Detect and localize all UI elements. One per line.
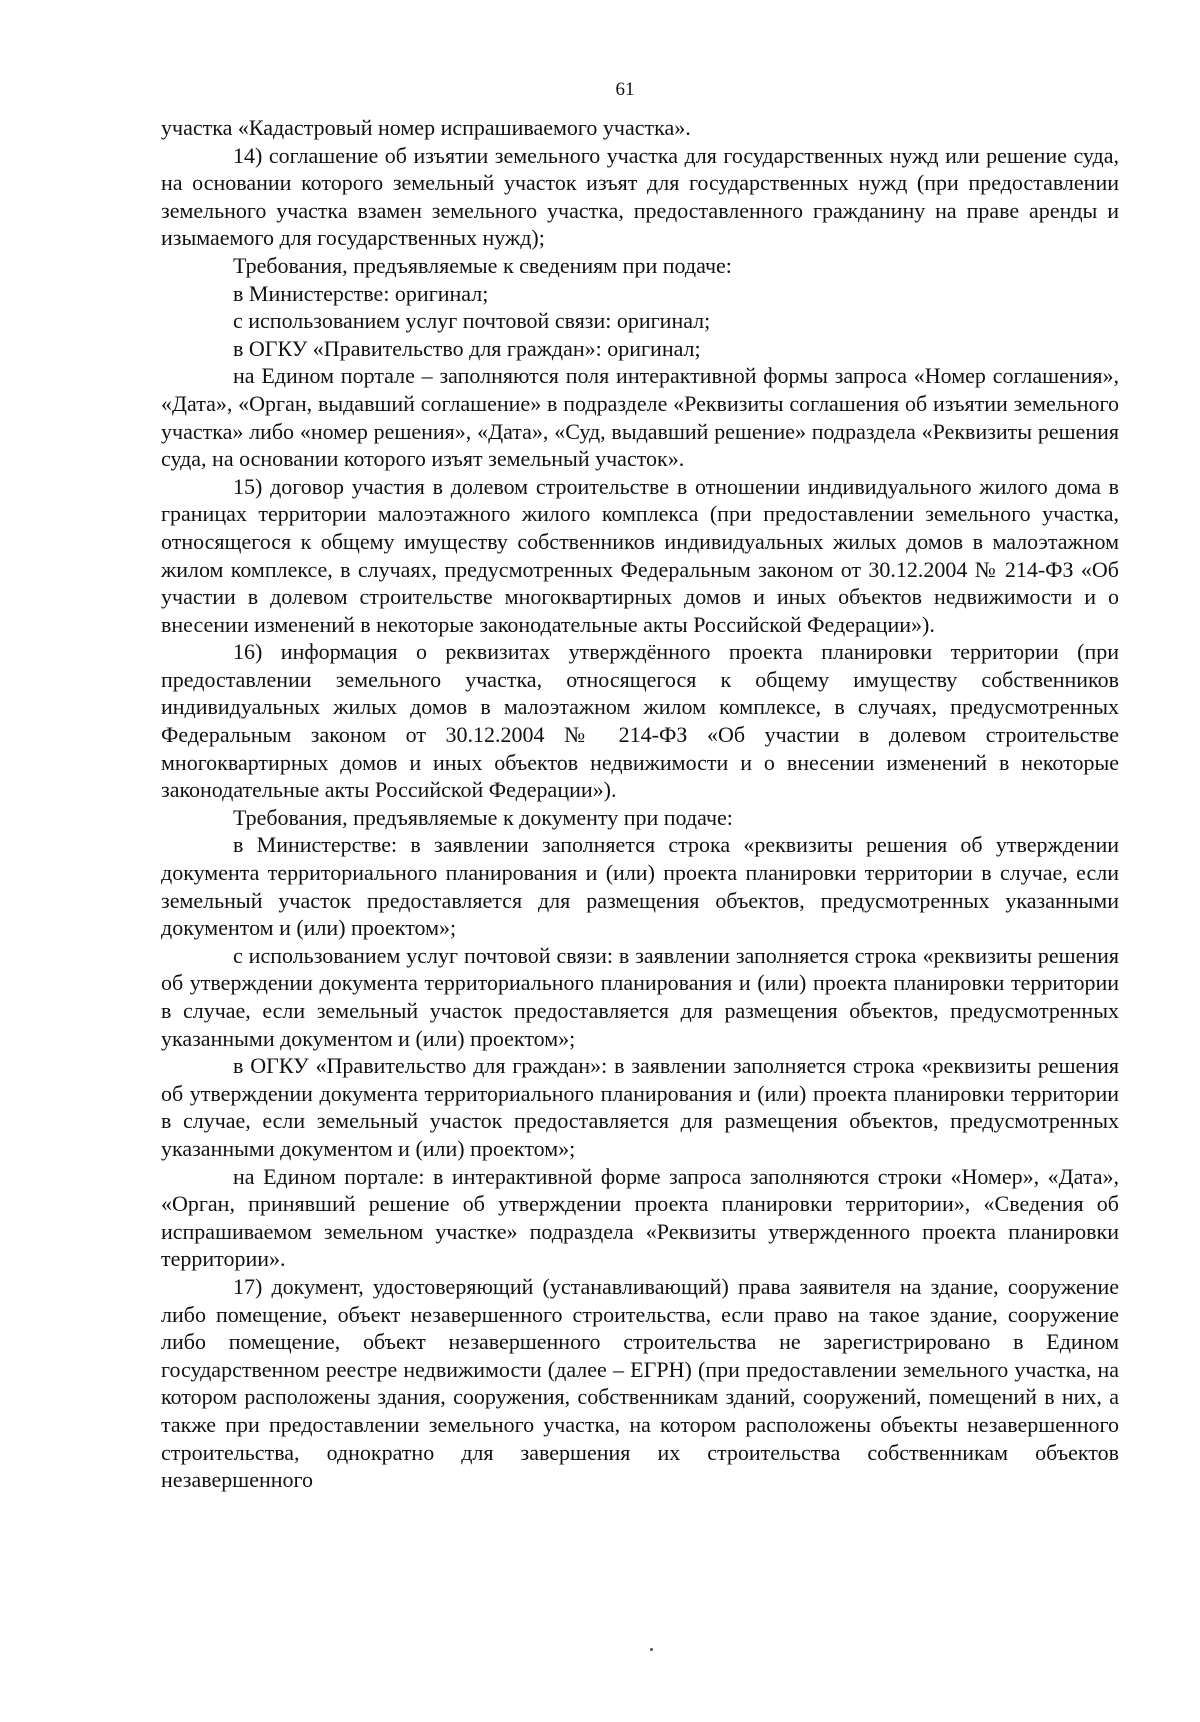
document-paragraph: в Министерстве: оригинал; [233, 280, 489, 306]
document-paragraph: 14) соглашение об изъятии земельного участка для государственных нужд или решение суда, на основании которого земельный участок изъят для государственных нужд (при предоставлении земельного участка взамен земельного участка, предоставленного гражданину на праве аренды и изымаемого для государственных нужд); [161, 142, 1119, 251]
document-paragraph: в ОГКУ «Правительство для граждан»: оригинал; [233, 335, 701, 361]
document-paragraph: с использованием услуг почтовой связи: в заявлении заполняется строка «реквизиты решения об утверждении документа территориального планирования и (или) проекта планировки территории в случае, если земельный участок предоставляется для размещения объектов, предусмотренных указанными документом и (или) проектом»; [161, 942, 1119, 1051]
document-paragraph: 16) информация о реквизитах утверждённого проекта планировки территории (при предоставлении земельного участка, относящегося к общему имуществу собственников индивидуальных жилых домов в малоэтажном жилом комплексе, в случаях, предусмотренных Федеральным законом от 30.12.2004 № 214-ФЗ «Об участии в долевом строительстве многоквартирных домов и иных объектов недвижимости и о внесении изменений в некоторые законодательные акты Российской Федерации»). [161, 639, 1119, 803]
document-body [161, 114, 1119, 1494]
document-paragraph: 15) договор участия в долевом строительстве в отношении индивидуального жилого дома в границах территории малоэтажного жилого комплекса (при предоставлении земельного участка, относящегося к общему имуществу собственников индивидуальных жилых домов в малоэтажном жилом комплексе, в случаях, предусмотренных Федеральным законом от 30.12.2004 № 214-ФЗ «Об участии в долевом строительстве многоквартирных домов и иных объектов недвижимости и о внесении изменений в некоторые законодательные акты Российской Федерации»). [161, 473, 1119, 637]
document-paragraph: на Едином портале – заполняются поля интерактивной формы запроса «Номер соглашения», «Дата», «Орган, выдавший соглашение» в подразделе «Реквизиты соглашения об изъятии земельного участка» либо «номер решения», «Дата», «Суд, выдавший решение» подраздела «Реквизиты решения суда, на основании которого изъят земельный участок». [161, 363, 1119, 472]
document-paragraph: в Министерстве: в заявлении заполняется строка «реквизиты решения об утверждении документа территориального планирования и (или) проекта планировки территории в случае, если земельный участок предоставляется для размещения объектов, предусмотренных указанными документом и (или) проектом»; [161, 832, 1119, 941]
document-paragraph: в ОГКУ «Правительство для граждан»: в заявлении заполняется строка «реквизиты решения об утверждении документа территориального планирования и (или) проекта планировки территории в случае, если земельный участок предоставляется для размещения объектов, предусмотренных указанными документом и (или) проектом»; [161, 1053, 1119, 1161]
document-paragraph: на Едином портале: в интерактивной форме запроса заполняются строки «Номер», «Дата», «Орган, принявший решение об утверждении проекта планировки территории», «Сведения об испрашиваемом земельном участке» подраздела «Реквизиты утвержденного проекта планировки территории». [161, 1163, 1119, 1272]
document-paragraph: 17) документ, удостоверяющий (устанавливающий) права заявителя на здание, сооружение либо помещение, объект незавершенного строительства, если право на такое здание, сооружение либо помещение, объект незавершенного строительства не зарегистрировано в Едином государственном реестре недвижимости (далее – ЕГРН) (при предоставлении земельного участка, на котором расположены здания, сооружения, собственникам зданий, сооружений, помещений в них, а также при предоставлении земельного участка, на котором расположены объекты незавершенного строительства, однократно для завершения их строительства собственникам объектов незавершенного [161, 1273, 1119, 1493]
document-paragraph: с использованием услуг почтовой связи: оригинал; [233, 308, 711, 334]
document-paragraph: Требования, предъявляемые к документу при подаче: [233, 804, 733, 830]
document-paragraph: участка «Кадастровый номер испрашиваемого участка». [161, 115, 691, 140]
page-number: 61 [615, 79, 635, 100]
scan-speck [650, 1648, 653, 1651]
document-paragraph: Требования, предъявляемые к сведениям при подаче: [233, 252, 732, 278]
